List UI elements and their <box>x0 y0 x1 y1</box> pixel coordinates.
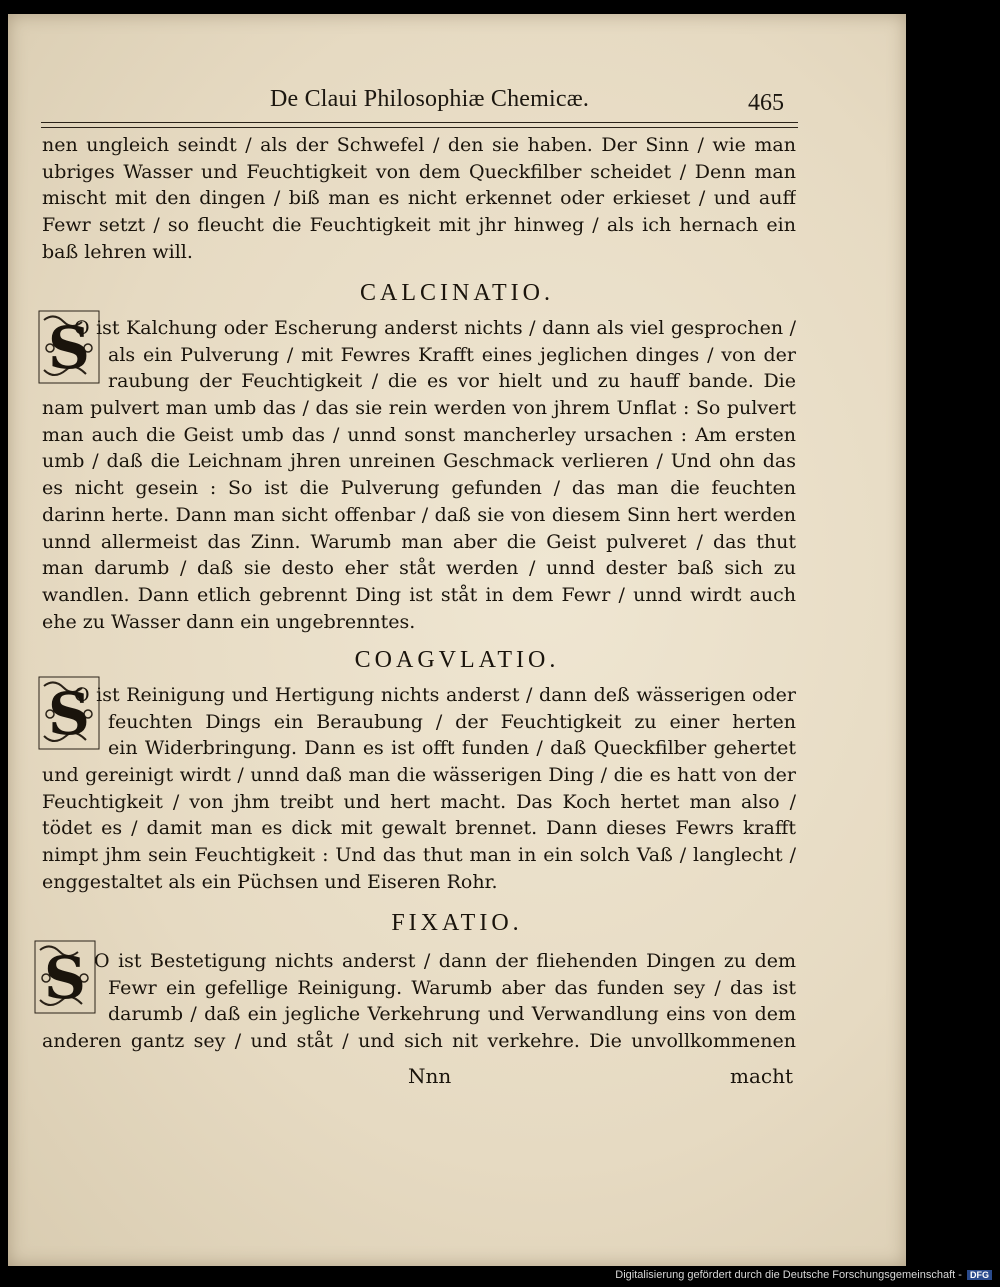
text-line: Fewr setzt / so fleucht die Feuchtigkeit mit jhr hinweg / als ich hernach ein <box>42 214 796 237</box>
text-line: als ein Pulverung / mit Fewres Krafft eines jeglichen dinges / von der <box>108 343 796 366</box>
page-number: 465 <box>748 90 784 116</box>
coagulatio-paragraph <box>42 682 796 896</box>
text-line: umb / daß die Leichnam jhren unreinen Geschmack verlieren / Und ohn das <box>42 450 796 473</box>
section-heading-fixatio: FIXATIO. <box>391 910 523 936</box>
running-title: De Claui Philosophiæ Chemicæ. <box>270 86 590 112</box>
catchword: macht <box>730 1064 794 1088</box>
text-line: darumb / daß ein jegliche Verkehrung und Verwandlung eins von dem <box>108 1003 796 1026</box>
text-line: nimpt jhm sein Feuchtigkeit : Und das thut man in ein solch Vaß / langlecht / <box>42 844 796 867</box>
dfg-logo: DFG <box>967 1270 992 1280</box>
text-line: Fewr ein gefellige Reinigung. Warumb aber das funden sey / das ist <box>108 976 796 999</box>
text-line: tödet es / damit man es dick mit gewalt brennet. Dann dieses Fewrs krafft <box>42 817 796 840</box>
text-line: ehe zu Wasser dann ein ungebrenntes. <box>42 610 416 633</box>
section-heading-calcinatio: CALCINATIO. <box>360 280 554 306</box>
text-line: unnd allermeist das Zinn. Warumb man aber die Geist pulveret / das thut <box>42 530 796 553</box>
text-line: anderen gantz sey / und ståt / und sich nit verkehre. Die unvollkommenen <box>42 1030 796 1053</box>
text-line: ubriges Wasser und Feuchtigkeit von dem Queckfilber scheidet / Denn man <box>42 160 796 183</box>
text-line: es nicht gesein : So ist die Pulverung gefunden / das man die feuchten <box>42 477 796 500</box>
signature-mark: Nnn <box>408 1064 452 1088</box>
text-line: nen ungleich seindt / als der Schwefel / den sie haben. Der Sinn / wie man <box>42 134 796 156</box>
text-line: enggestaltet als ein Püchsen und Eiseren Rohr. <box>42 870 498 893</box>
header-rule <box>41 122 798 123</box>
section-heading-coagulatio: COAGVLATIO. <box>354 647 560 673</box>
calcinatio-paragraph <box>42 315 796 635</box>
fixatio-paragraph <box>42 948 796 1055</box>
text-line: mischt mit den dingen / biß man es nicht erkennet oder erkieset / und auff <box>42 187 796 210</box>
intro-paragraph <box>42 132 796 265</box>
text-line: O ist Reinigung und Hertigung nichts anderst / dann deß wässerigen oder <box>74 684 796 706</box>
svg-text:S: S <box>48 314 90 382</box>
text-line: darinn herte. Dann man sicht offenbar / daß sie von diesem Sinn hert werden <box>42 503 796 526</box>
svg-text:S: S <box>44 944 86 1012</box>
text-line: O ist Kalchung oder Escherung anderst nichts / dann als viel gesprochen / <box>74 317 796 339</box>
book-page <box>8 14 906 1266</box>
text-line: man darumb / daß sie desto eher ståt werden / unnd dester baß sich zu <box>42 557 796 580</box>
text-line: man auch die Geist umb das / unnd sonst mancherley ursachen : Am ersten <box>42 423 796 446</box>
page-header <box>8 14 906 134</box>
text-line: Feuchtigkeit / von jhm treibt und hert macht. Das Koch hertet man also / <box>42 790 796 813</box>
attribution-text: Digitalisierung gefördert durch die Deutsche Forschungsgemeinschaft - <box>615 1269 962 1281</box>
svg-text:S: S <box>48 680 90 748</box>
text-line: wandlen. Dann etlich gebrennt Ding ist ståt in dem Fewr / unnd wirdt auch <box>42 583 796 606</box>
text-line: O ist Bestetigung nichts anderst / dann der fliehenden Dingen zu dem <box>94 950 796 972</box>
text-line: nam pulvert man umb das / das sie rein werden von jhrem Unflat : So pulvert <box>42 397 796 420</box>
header-rule-secondary <box>41 127 798 128</box>
text-line: ein Widerbringung. Dann es ist offt funden / daß Queckfilber gehertet <box>108 737 796 760</box>
text-line: und gereinigt wirdt / unnd daß man die wässerigen Ding / die es hatt von der <box>42 764 796 787</box>
text-line: feuchten Dings ein Beraubung / der Feuchtigkeit zu einer herten <box>108 710 796 733</box>
text-line: baß lehren will. <box>42 240 193 263</box>
digitization-attribution <box>615 1269 992 1281</box>
text-line: raubung der Feuchtigkeit / die es vor hielt und zu hauff bande. Die <box>108 370 796 393</box>
